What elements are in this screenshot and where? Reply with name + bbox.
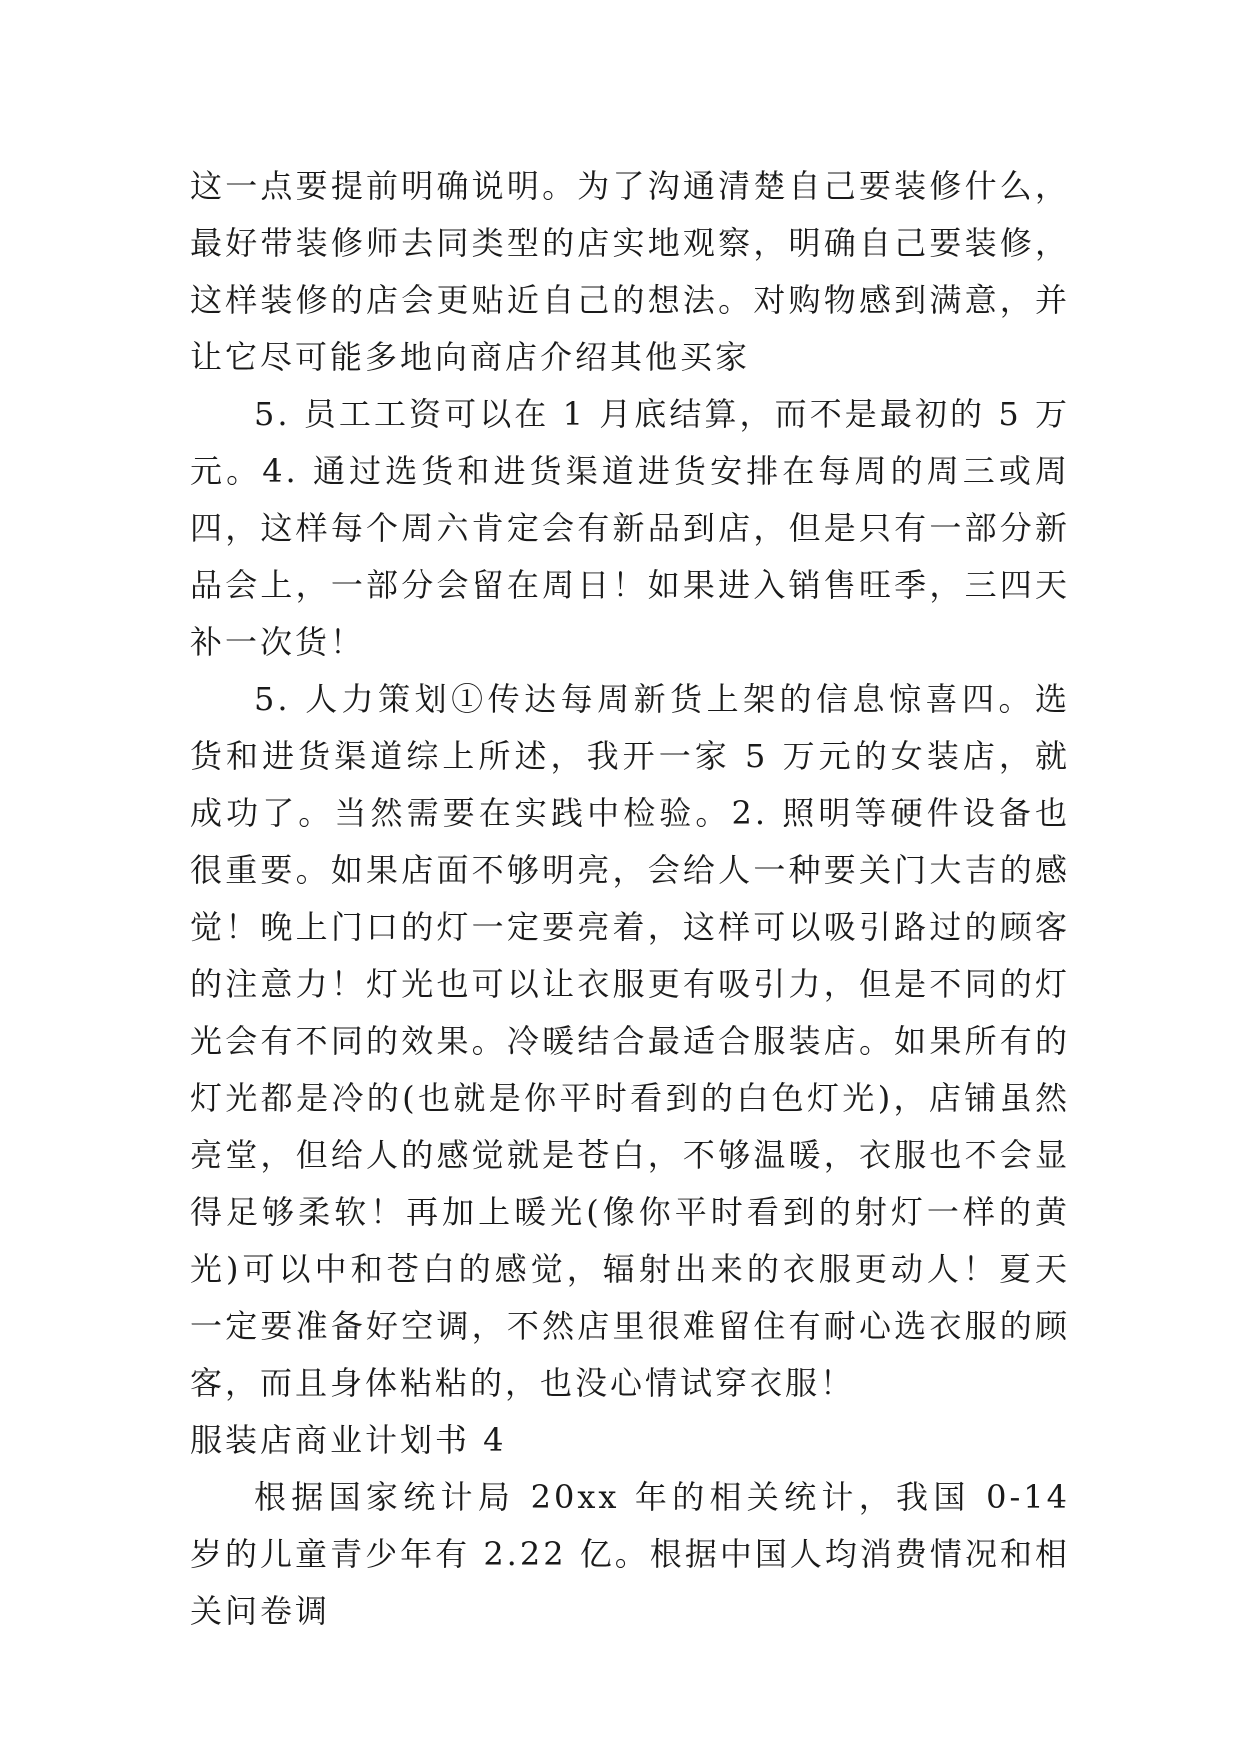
paragraph-statistics: 根据国家统计局 20xx 年的相关统计，我国 0-14 岁的儿童青少年有 2.22 亿。根据中国人均消费情况和相关问卷调 [190,1478,1070,1630]
paragraph-salary-restock: 5. 员工工资可以在 1 月底结算，而不是最初的 5 万元。4. 通过选货和进货渠道进货安排在每周的周三或周四，这样每个周六肯定会有新品到店，但是只有一部分新品会上，一部分会留在周日！如果进入销售旺季，三四天补一次货！ [190,395,1070,661]
section-heading: 服装店商业计划书 4 [190,1421,507,1459]
document-body [190,158,1070,1640]
paragraph-lighting: 5. 人力策划①传达每周新货上架的信息惊喜四。选货和进货渠道综上所述，我开一家 5 万元的女装店，就成功了。当然需要在实践中检验。2. 照明等硬件设备也很重要。如果店面不够明亮，会给人一种要关门大吉的感觉！晚上门口的灯一定要亮着，这样可以吸引路过的顾客的注意力！灯光也可以让衣服更有吸引力，但是不同的灯光会有不同的效果。冷暖结合最适合服装店。如果所有的灯光都是冷的(也就是你平时看到的白色灯光)，店铺虽然亮堂，但给人的感觉就是苍白，不够温暖，衣服也不会显得足够柔软！再加上暖光(像你平时看到的射灯一样的黄光)可以中和苍白的感觉，辐射出来的衣服更动人！夏天一定要准备好空调，不然店里很难留住有耐心选衣服的顾客，而且身体粘粘的，也没心情试穿衣服！ [190,680,1070,1402]
paragraph-renovation: 这一点要提前明确说明。为了沟通清楚自己要装修什么，最好带装修师去同类型的店实地观察，明确自己要装修，这样装修的店会更贴近自己的想法。对购物感到满意，并让它尽可能多地向商店介绍其他买家 [190,167,1070,376]
